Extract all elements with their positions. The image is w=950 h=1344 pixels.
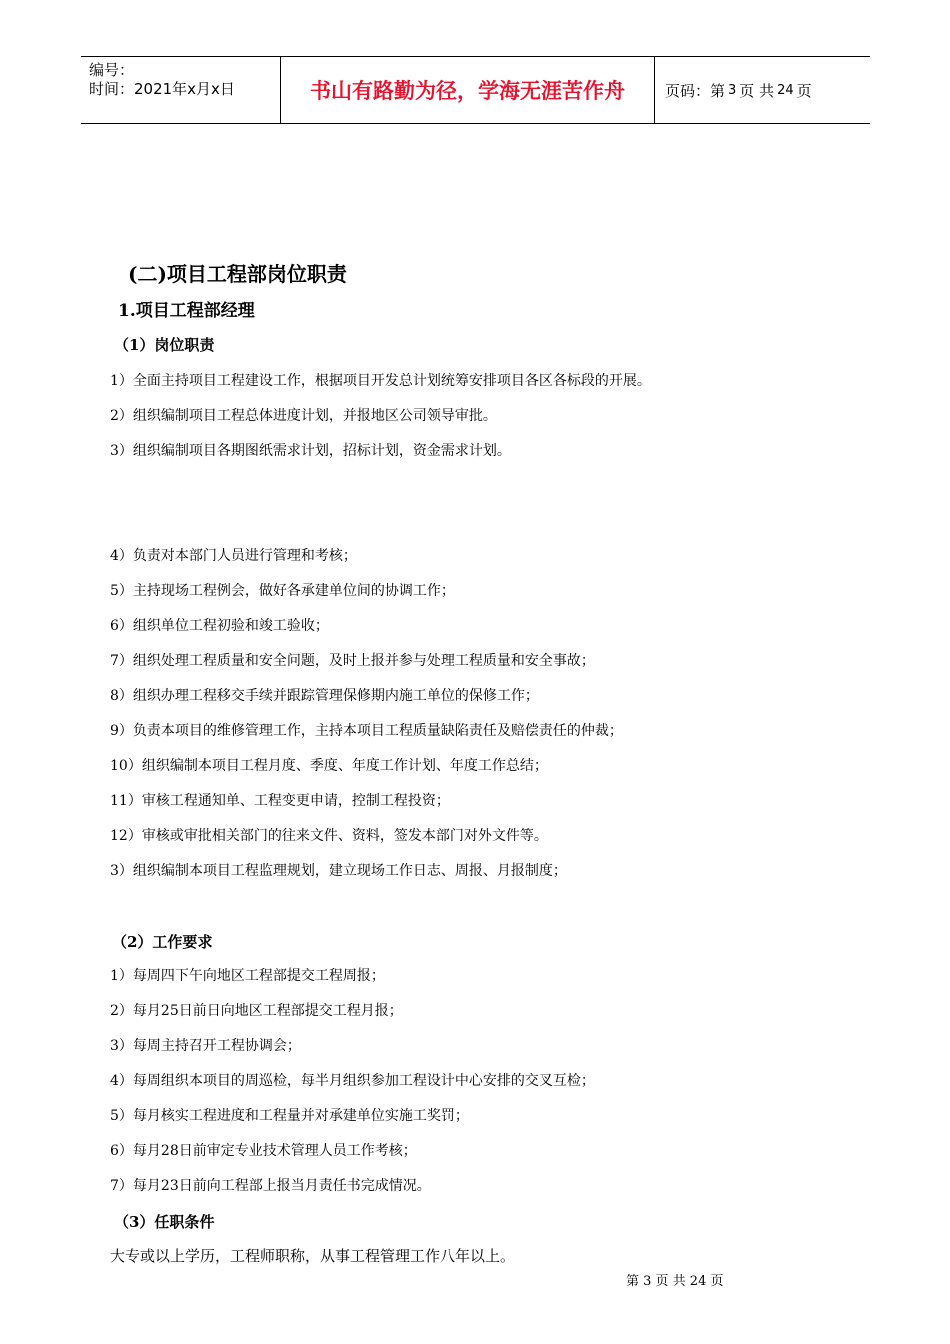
page-total: 24 — [777, 82, 794, 98]
page-current: 3 — [728, 82, 737, 98]
duty-item: 4）负责对本部门人员进行管理和考核； — [110, 548, 357, 564]
duty-item: 9）负责本项目的维修管理工作，主持本项目工程质量缺陷责任及赔偿责任的仲裁； — [110, 723, 623, 739]
qualifications-heading: （3）任职条件 — [114, 1213, 215, 1231]
header-meta — [81, 57, 281, 123]
duty-item: 6）组织单位工程初验和竣工验收； — [110, 618, 329, 634]
requirement-item: 3）每周主持召开工程协调会； — [110, 1038, 301, 1054]
requirement-item: 2）每月25日前日向地区工程部提交工程月报； — [110, 1003, 403, 1019]
requirement-item: 1）每周四下午向地区工程部提交工程周报； — [110, 968, 385, 984]
page-header — [81, 56, 870, 124]
page-suffix: 页 — [796, 81, 812, 100]
duty-item: 2）组织编制项目工程总体进度计划，并报地区公司领导审批。 — [110, 408, 497, 424]
duty-item: 11）审核工程通知单、工程变更申请，控制工程投资； — [110, 793, 450, 809]
section-title: (二)项目工程部岗位职责 — [128, 262, 347, 286]
requirement-item: 5）每月核实工程进度和工程量并对承建单位实施工奖罚； — [110, 1108, 469, 1124]
duty-item: 1）全面主持项目工程建设工作，根据项目开发总计划统筹安排项目各区各标段的开展。 — [110, 373, 651, 389]
requirement-item: 7）每月23日前向工程部上报当月责任书完成情况。 — [110, 1178, 431, 1194]
duty-item: 3）组织编制项目各期图纸需求计划，招标计划，资金需求计划。 — [110, 443, 511, 459]
requirement-item: 6）每月28日前审定专业技术管理人员工作考核； — [110, 1143, 417, 1159]
document-number-label: 编号： — [89, 61, 135, 79]
page-prefix: 页码：第 — [665, 81, 726, 100]
requirements-heading: （2）工作要求 — [112, 933, 213, 951]
header-motto: 书山有路勤为径，学海无涯苦作舟 — [281, 57, 655, 123]
duty-item: 8）组织办理工程移交手续并跟踪管理保修期内施工单位的保修工作； — [110, 688, 539, 704]
duty-item: 5）主持现场工程例会，做好各承建单位间的协调工作； — [110, 583, 455, 599]
subsection-title: 1.项目工程部经理 — [118, 301, 255, 321]
requirement-item: 4）每周组织本项目的周巡检，每半月组织参加工程设计中心安排的交叉互检； — [110, 1073, 595, 1089]
duty-item: 12）审核或审批相关部门的往来文件、资料，签发本部门对外文件等。 — [110, 828, 548, 844]
document-time: 时间：2021年x月x日 — [89, 80, 235, 98]
page-footer: 第 3 页 共 24 页 — [626, 1274, 724, 1289]
page-mid: 页 共 — [739, 81, 775, 100]
header-page-info — [655, 57, 870, 123]
duty-item: 10）组织编制本项目工程月度、季度、年度工作计划、年度工作总结； — [110, 758, 548, 774]
duty-item: 3）组织编制本项目工程监理规划，建立现场工作日志、周报、月报制度； — [110, 863, 567, 879]
duty-item: 7）组织处理工程质量和安全问题，及时上报并参与处理工程质量和安全事故； — [110, 653, 595, 669]
qualifications-text: 大专或以上学历，工程师职称，从事工程管理工作八年以上。 — [110, 1247, 516, 1265]
duties-heading: （1）岗位职责 — [114, 336, 215, 354]
